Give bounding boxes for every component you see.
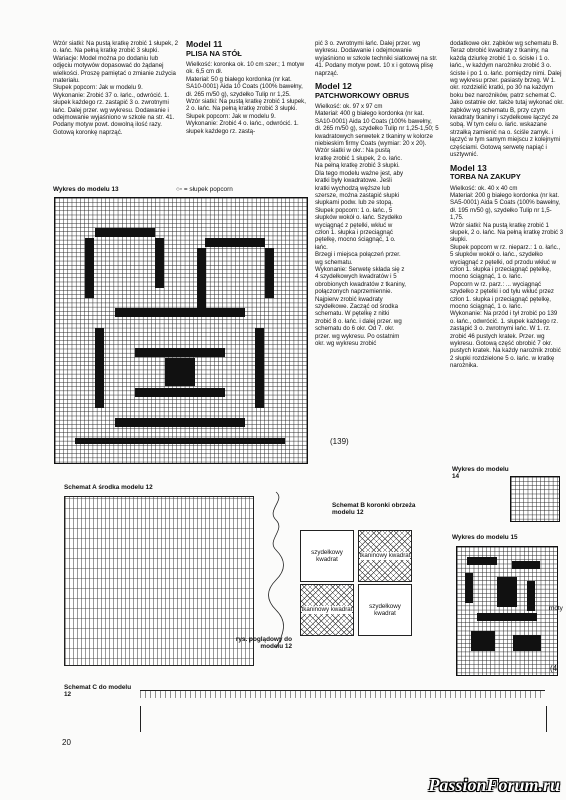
quad-crochet-1: szydełkowy kwadrat [300,530,354,582]
paragraph: Słupek popcorn w rz. nieparz.: 1 o. łańc., 5 słupków wokół o. łańc., szydełko wyciągnąć z pętelki, od przodu wkłuć w człon 1. słupka i przeciągnąć pętelkę, mocno ściągnąć, 1 o. łańc. [450,243,561,281]
popcorn-legend [176,186,233,193]
text-column-1 [53,40,179,136]
schemat-a-edge-chain [256,490,296,650]
chart-13-label: Wykres do modelu 13 [53,186,119,193]
chart-ref-4: (4 [550,664,558,673]
schemat-a-diagram [64,496,254,666]
model-title: Model 12 [315,81,352,92]
chart-ref-139: (139) [330,437,349,446]
paragraph: Brzegi i miejsca połączeń przer. wg schematu. [315,251,401,266]
site-watermark: PassionForum.ru [428,775,560,795]
paragraph: Słupek popcorn: Jak w modelu 9. [186,112,276,120]
paragraph: Wielkość: ok. 97 x 97 cm [315,103,383,111]
paragraph: Materiał: 400 g białego kordonka (nr kat. SA10-0001) Aida 10 Coats (100% bawełny, dł. 265 m/50 g), szydełko Tulip nr 1,25-1,50; 5 kwadratowych serwetek z tkaniny w kolorze niebieskim firmy Coats (wymiar: 20 x 20). [315,110,439,148]
paragraph: dodatkowe okr. ząbków wg schematu B. Teraz obrobić kwadraty z tkaniny, na każdą dziurkę zrobić 1 o. ścisłe i 1 o. łańc., w każdym narożniku zrobić 3 o. ściste i po 1 o. łańc. pomiędzy nimi. Dalej wg wykresu przer. pasiasty brzeg. W 1. okr. rozdzielić kratki, po 30 na każdym boku bez narożników, patrz schemat C. Jako ostatnie okr. także tutaj wykonać okr. ząbków wg schematu B, przy czym kwadraty tkaniny i szydełkowe łączyć ze sobą. W tym celu o. łańc. wskazane strzałką zamienić na o. ściśle zamyk. i łączyć w tym samym miejscu z kolejnymi częściami. Gotową serwetę napiąć i usztywnić. [450,40,564,159]
paragraph: Materiał: 50 g białego kordonka (nr kat. SA10-0001) Aida 10 Coats (100% bawełny, dł. 265 m/50 g), szydełko Tulip nr 1,25. [186,75,303,98]
chart-15-label: Wykres do modelu 15 [452,534,518,541]
model-title: Model 11 [186,39,223,49]
chart-13-pattern [55,198,307,463]
paragraph: Wykonanie: Zrobić 4 o. łańc., odwrócić. 1. słupek każdego rz. zastą- [186,120,299,135]
model-subtitle: PLISA NA STÓŁ [186,48,242,58]
schemat-a-label: Schemat A środka modelu 12 [64,484,153,491]
paragraph: Wielkość: koronka ok. 10 cm szer.; 1 motyw ok. 6,5 cm dł. [186,61,305,76]
text-column-4 [450,40,564,370]
quad-crochet-2: szydełkowy kwadrat [358,584,412,636]
paragraph: Wykonanie: Na przód i tył zrobić po 139 o. łańc., odwrócić. 1. słupek każdego rz. zastąpić 3 o. zwrotnymi łańc. W 1. rz. zrobić 46 pustych kratek. Przer. wg wykresu. Gotową część obrobić 7 okr. pustych kratek. Na każdy narożnik zrobić 2 słupki rozdzielone 5 o. łańc. w kratkę narożnika. [450,310,561,370]
paragraph: Słupek popcorn: 1 o. łańc., 5 słupków wokół o. łańc. Szydełko wyciągnąć z pętelki, wkłuć w człon 1. słupka i przeciągnąć pętelkę, mocno ściągnąć, 1 o. łańc. [315,206,403,251]
text-column-3 [315,40,439,347]
paragraph: Wariacje: Model można po dodaniu lub odjęciu motywów dopasować do żądanej wielkości. Proszę pamiętać o zmianie zużycia materiału. [53,54,176,85]
chart-14-grid [510,476,560,522]
paragraph: Wykonanie: Zrobić 37 o. łańc., odwrócić. 1. słupek każdego rz. zastąpić 3 o. zwrotnymi łańc. Dalej przer. wg wykresu. Dodawanie i odejmowanie wyjaśniono w szkole na str. 41. Podany motyw powt. dowolną ilość razy. Gotową koronkę naprząć. [53,91,175,136]
legend-text: = słupek popcorn [183,186,233,193]
paragraph: pić 3 o. zwrotnymi łańc. Dalej przer. wg wykresu. Dodawanie i odejmowanie wyjaśniono w szkole techniki siatkowej na str. 41. Podany motyw powt. 10 x i gotową plisę naprząć. [315,40,438,77]
paragraph: Wykonanie: Serwetę składa się z 4 szydełkowych kwadratów i 5 obrobionych kwadratów z tkaniny, połączonych naprzemiennie. Najpierw zrobić kwadraty szydełkowe. Zacząć od środka schematu. W pętelkę z nitki zrobić 8 o. łańc. i dalej przer. wg schematu do 6 okr. Od 7. okr. przer. wg wykresu. Po ostatnim okr. wg wykresu zrobić [315,265,407,348]
model-subtitle: PATCHWORKOWY OBRUS [315,90,410,100]
quad-fabric-1: tkaninowy kwadrat [358,530,412,582]
paragraph: Wzór siatki w okr.: Na pustą kratkę zrobić 1 słupek, 2 o. łańc. Na pełną kratkę zrobić 3 słupki. Dla tego modelu ważne jest, aby kratki były kwadratowe. Jeśli kratki wychodzą węższe lub szersze, można zastąpić słupki słupkami podw. lub ze stopą. [315,147,404,207]
paragraph: Materiał: 200 g białego kordonka (nr kat. SA5-0001) Aida 5 Coats (100% bawełny, dł. 195 m/50 g), szydełko Tulip nr 1,5-1,75. [450,191,560,222]
paragraph: Słupek popcorn: Jak w modelu 9. [53,84,143,92]
chart-15-grid [456,546,558,676]
schemat-c-label: Schemat C do modelu 12 [64,684,132,699]
paragraph: Wzór siatki: Na pustą kratkę zrobić 1 słupek, 2 o. łańc. Na pełną kratkę zrobić 3 słupki. [53,40,178,55]
schemat-b-label: Schemat B koronki obrzeża modelu 12 [332,502,416,517]
model-title: Model 13 [450,162,487,173]
motif-label: moty [549,605,563,612]
popcorn-symbol-icon: ○▫ [176,186,183,193]
quad-fabric-2: tkaninowy kwadrat [300,584,354,636]
paragraph: Wzór siatki: Na pustą kratkę zrobić 1 słupek, 2 o. łańc. Na pełną kratkę zrobić 3 słupki. [450,221,564,244]
preview-label: rys. poglądowy do modelu 12 [235,636,292,651]
model-subtitle: TORBA NA ZAKUPY [450,172,521,181]
paragraph: Wielkość: ok. 40 x 40 cm [450,184,518,192]
chart-14-label: Wykres do modelu 14 [452,466,509,481]
schemat-c-frame [140,706,547,732]
paragraph: Popcorn w rz. parz.: ... wyciągnąć szydełko z pętelki i od tyłu wkłuć przez człon 1. słupka i przeciągnąć pętelkę, mocno ściągnąć, 1 o. łańc. [450,280,554,310]
text-column-2 [186,40,306,135]
paragraph: Wzór siatki: Na pustą kratkę zrobić 1 słupek, 2 o. łańc. Na pełną kratkę zrobić 3 słupki. [186,98,306,113]
chart-13-grid [54,197,308,464]
chart-15-pattern [457,547,557,675]
page-number: 20 [62,738,71,747]
